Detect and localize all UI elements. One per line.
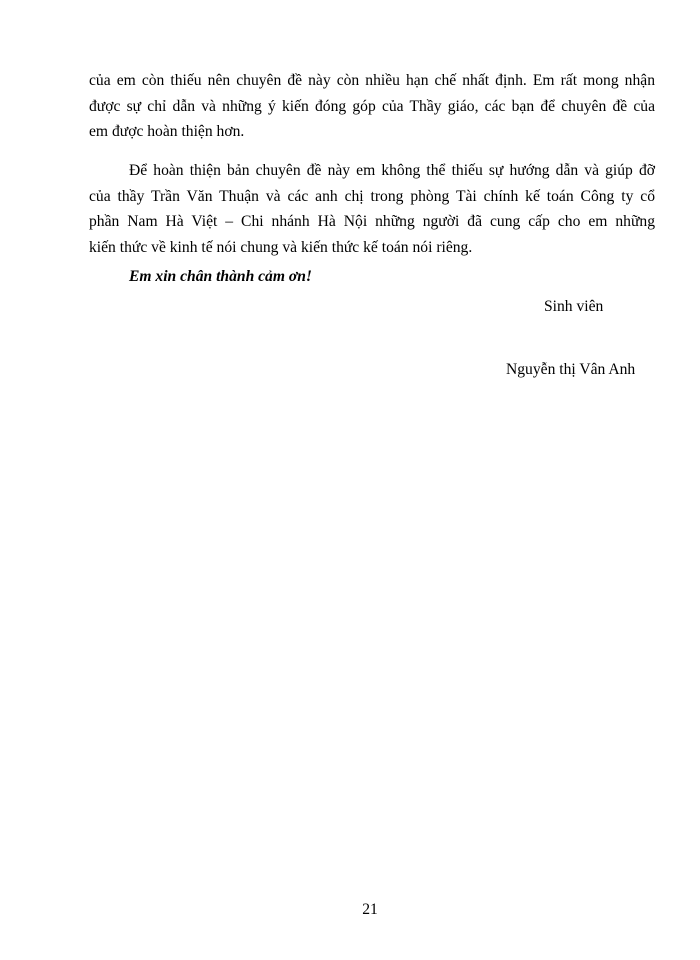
paragraph-closing-remarks	[89, 68, 655, 145]
text-line: được sự chỉ dẫn và những ý kiến đóng góp của Thầy giáo, các bạn để chuyên đề của	[89, 97, 655, 115]
signature-name: Nguyễn thị Vân Anh	[506, 361, 636, 378]
thank-you-line: Em xin chân thành cảm ơn!	[129, 268, 312, 285]
text-line: Để hoàn thiện bản chuyên đề này em không thể thiếu sự hướng dẫn và giúp đỡ	[129, 162, 655, 179]
paragraph-acknowledgement	[89, 158, 655, 260]
text-line: của em còn thiếu nên chuyên đề này còn nhiều hạn chế nhất định. Em rất mong nhận	[89, 72, 655, 89]
text-line: kiến thức về kinh tế nói chung và kiến thức kế toán nói riêng.	[89, 238, 473, 256]
text-line: em được hoàn thiện hơn.	[89, 123, 245, 140]
text-line: của thầy Trần Văn Thuận và các anh chị trong phòng Tài chính kế toán Công ty cổ	[89, 187, 655, 205]
page-number: 21	[362, 901, 378, 918]
text-line: phần Nam Hà Việt – Chi nhánh Hà Nội những người đã cung cấp cho em những	[89, 213, 655, 230]
signature-role: Sinh viên	[544, 298, 604, 315]
